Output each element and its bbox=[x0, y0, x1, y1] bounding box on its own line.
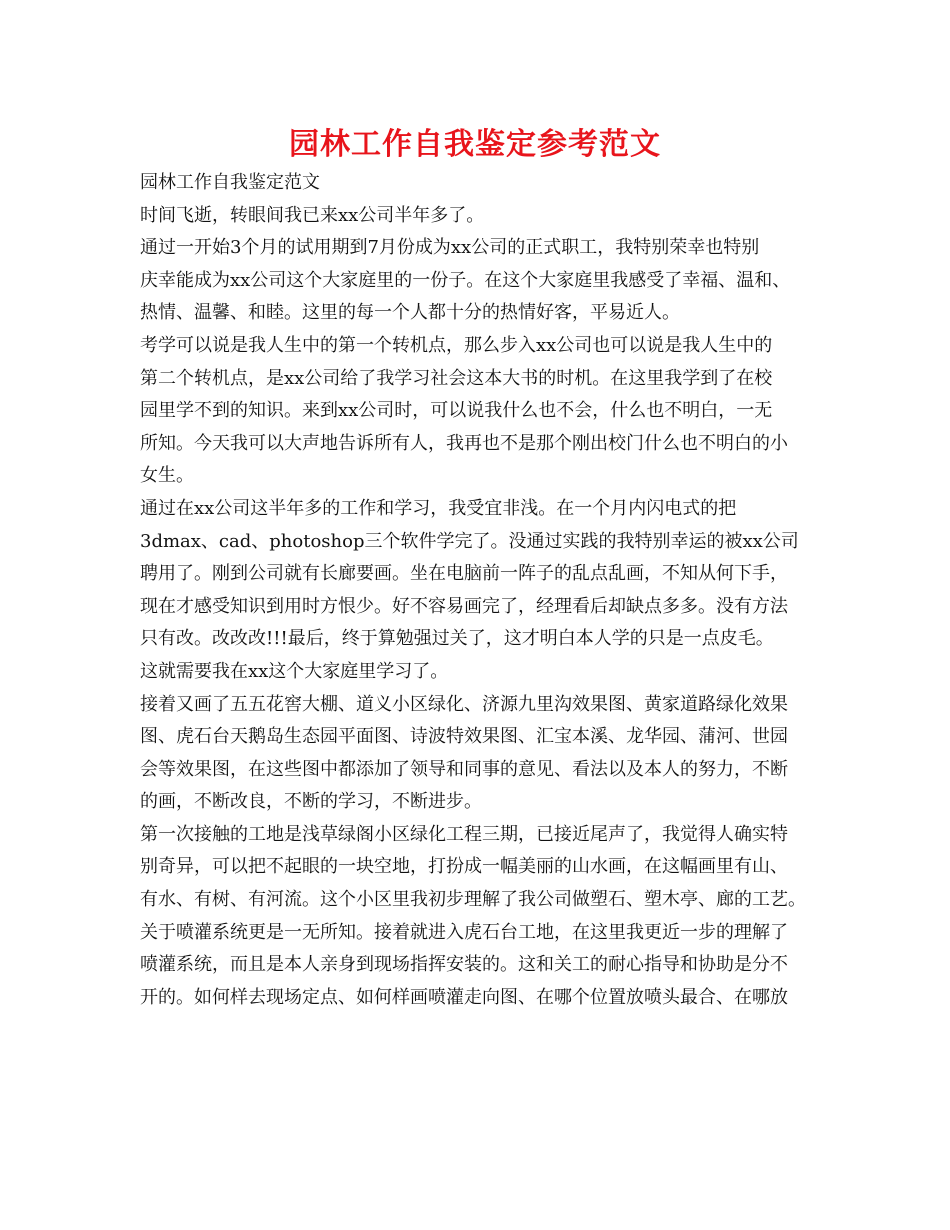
text-line: 的画，不断改良，不断的学习，不断进步。 bbox=[140, 791, 482, 813]
text-line: 园里学不到的知识。来到xx公司时，可以说我什么也不会，什么也不明白，一无 bbox=[140, 400, 773, 422]
text-line: 通过一开始3个月的试用期到7月份成为xx公司的正式职工，我特别荣幸也特别 bbox=[140, 237, 760, 259]
text-line: 时间飞逝，转眼间我已来xx公司半年多了。 bbox=[140, 204, 485, 226]
text-line: 庆幸能成为xx公司这个大家庭里的一份子。在这个大家庭里我感受了幸福、温和、 bbox=[140, 269, 791, 291]
text-line: 有水、有树、有河流。这个小区里我初步理解了我公司做塑石、塑木亭、廊的工艺。 bbox=[140, 889, 806, 911]
text-line: 通过在xx公司这半年多的工作和学习，我受宜非浅。在一个月内闪电式的把 bbox=[140, 497, 737, 519]
text-line: 只有改。改改改!!!最后，终于算勉强过关了，这才明白本人学的只是一点皮毛。 bbox=[140, 628, 774, 650]
text-line: 别奇异，可以把不起眼的一块空地，打扮成一幅美丽的山水画，在这幅画里有山、 bbox=[140, 856, 788, 878]
text-line: 这就需要我在xx这个大家庭里学习了。 bbox=[140, 660, 449, 682]
text-line: 现在才感受知识到用时方恨少。好不容易画完了，经理看后却缺点多多。没有方法 bbox=[140, 595, 788, 617]
text-line: 园林工作自我鉴定范文 bbox=[140, 172, 320, 193]
text-line: 会等效果图，在这些图中都添加了领导和同事的意见、看法以及本人的努力，不断 bbox=[140, 758, 788, 780]
text-line: 女生。 bbox=[140, 465, 194, 487]
text-line: 关于喷灌系统更是一无所知。接着就进入虎石台工地，在这里我更近一步的理解了 bbox=[140, 921, 788, 943]
text-line: 热情、温馨、和睦。这里的每一个人都十分的热情好客，平易近人。 bbox=[140, 302, 680, 324]
text-line: 接着又画了五五花窖大棚、道义小区绿化、济源九里沟效果图、黄家道路绿化效果 bbox=[140, 693, 788, 715]
text-line: 第一次接触的工地是浅草绿阁小区绿化工程三期，已接近尾声了，我觉得人确实特 bbox=[140, 823, 788, 845]
text-line: 所知。今天我可以大声地告诉所有人，我再也不是那个刚出校门什么也不明白的小 bbox=[140, 432, 788, 454]
text-line: 第二个转机点，是xx公司给了我学习社会这本大书的时机。在这里我学到了在校 bbox=[140, 367, 773, 389]
text-line: 聘用了。刚到公司就有长廊要画。坐在电脑前一阵子的乱点乱画，不知从何下手， bbox=[140, 563, 788, 585]
text-line: 3dmax、cad、photoshop三个软件学完了。没通过实践的我特别幸运的被xx公司 bbox=[140, 530, 799, 552]
document-title: 园林工作自我鉴定参考范文 bbox=[289, 127, 661, 162]
text-line: 开的。如何样去现场定点、如何样画喷灌走向图、在哪个位置放喷头最合、在哪放 bbox=[140, 986, 788, 1008]
text-line: 喷灌系统，而且是本人亲身到现场指挥安装的。这和关工的耐心指导和协助是分不 bbox=[140, 954, 788, 976]
text-line: 图、虎石台天鹅岛生态园平面图、诗波特效果图、汇宝本溪、龙华园、蒲河、世园 bbox=[140, 726, 788, 748]
document-body bbox=[140, 167, 830, 1014]
text-line: 考学可以说是我人生中的第一个转机点，那么步入xx公司也可以说是我人生中的 bbox=[140, 334, 773, 356]
